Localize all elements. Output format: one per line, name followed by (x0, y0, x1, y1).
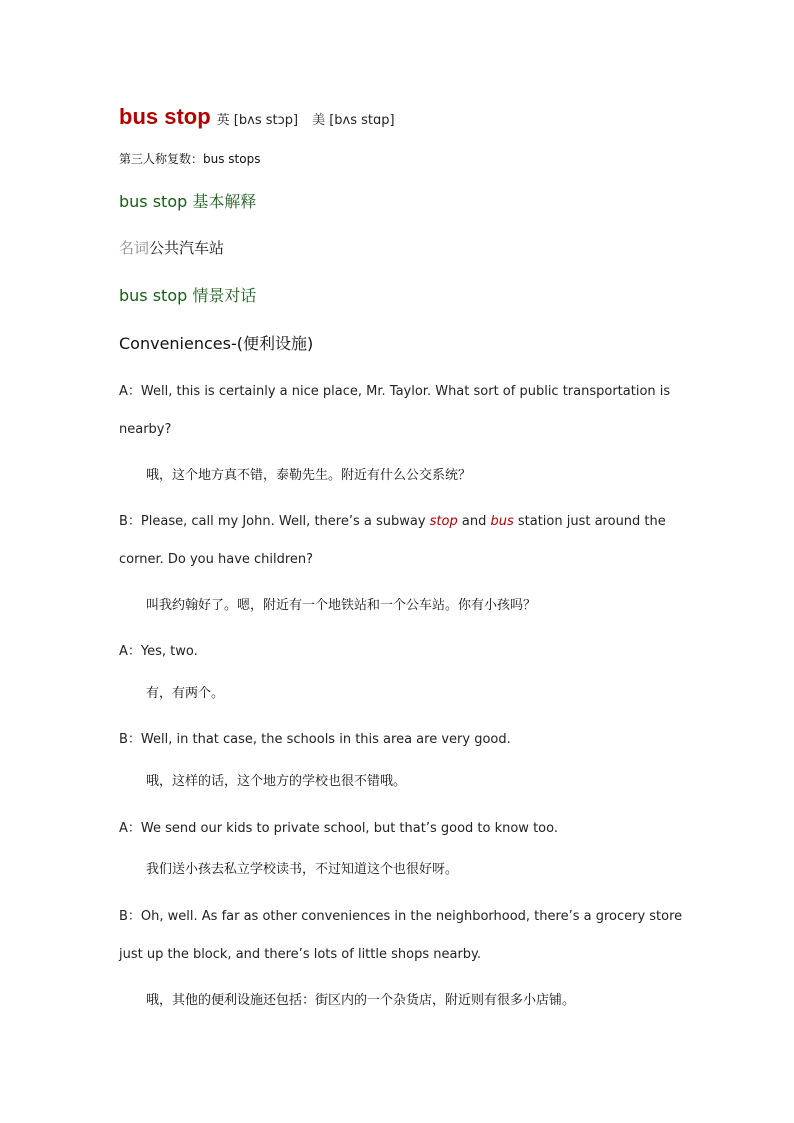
dialog-line-zh: 叫我约翰好了。嗯，附近有一个地铁站和一个公车站。你有小孩吗？ (146, 598, 537, 613)
phonetic-uk: 英 [bʌs stɔp] (216, 113, 299, 128)
dialog-line-zh: 有，有两个。 (146, 686, 225, 701)
highlight-word: stop (429, 514, 458, 529)
dialog-subtitle: Conveniences-(便利设施) (119, 334, 314, 353)
dialog-line-zh: 我们送小孩去私立学校读书，不过知道这个也很好呀。 (146, 862, 459, 877)
definition: 公共汽车站 (149, 239, 225, 257)
dialog-line-en-cont: just up the block, and there’s lots of little shops nearby. (119, 947, 482, 962)
part-of-speech: 名词 (119, 239, 150, 257)
basic-meaning (119, 237, 224, 258)
dialog-line-en (119, 510, 666, 529)
dialog-text: station just around the (513, 514, 666, 529)
highlight-word: bus (490, 514, 514, 529)
dialog-line-en: A：Well, this is certainly a nice place, Mr. Taylor. What sort of public transportation is (119, 384, 671, 399)
dialog-line-zh: 哦，这个地方真不错，泰勒先生。附近有什么公交系统？ (146, 468, 472, 483)
dialog-line-en-cont: corner. Do you have children? (119, 552, 314, 567)
dialog-line-en: B：Oh, well. As far as other conveniences in the neighborhood, there’s a grocery store (119, 909, 683, 924)
dialog-text: B：Please, call my John. Well, there’s a subway (119, 514, 430, 529)
phonetic-us: 美 [bʌs stɑp] (312, 113, 395, 128)
dialog-line-en: B：Well, in that case, the schools in this area are very good. (119, 732, 511, 747)
dialog-line-en: A：We send our kids to private school, but that’s good to know too. (119, 821, 558, 836)
plural-form: 第三人称复数：bus stops (119, 152, 261, 166)
dialog-text: and (457, 514, 491, 529)
headword: bus stop (119, 104, 211, 129)
dialog-line-en-cont: nearby? (119, 422, 172, 437)
entry-header (119, 104, 395, 132)
dialog-line-zh: 哦，其他的便利设施还包括：街区内的一个杂货店，附近则有很多小店铺。 (146, 993, 576, 1008)
scenario-dialog-title: bus stop 情景对话 (119, 286, 257, 305)
basic-explanation-title: bus stop 基本解释 (119, 192, 257, 211)
dialog-line-zh: 哦，这样的话，这个地方的学校也很不错哦。 (146, 774, 407, 789)
dialog-line-en: A：Yes, two. (119, 644, 198, 659)
